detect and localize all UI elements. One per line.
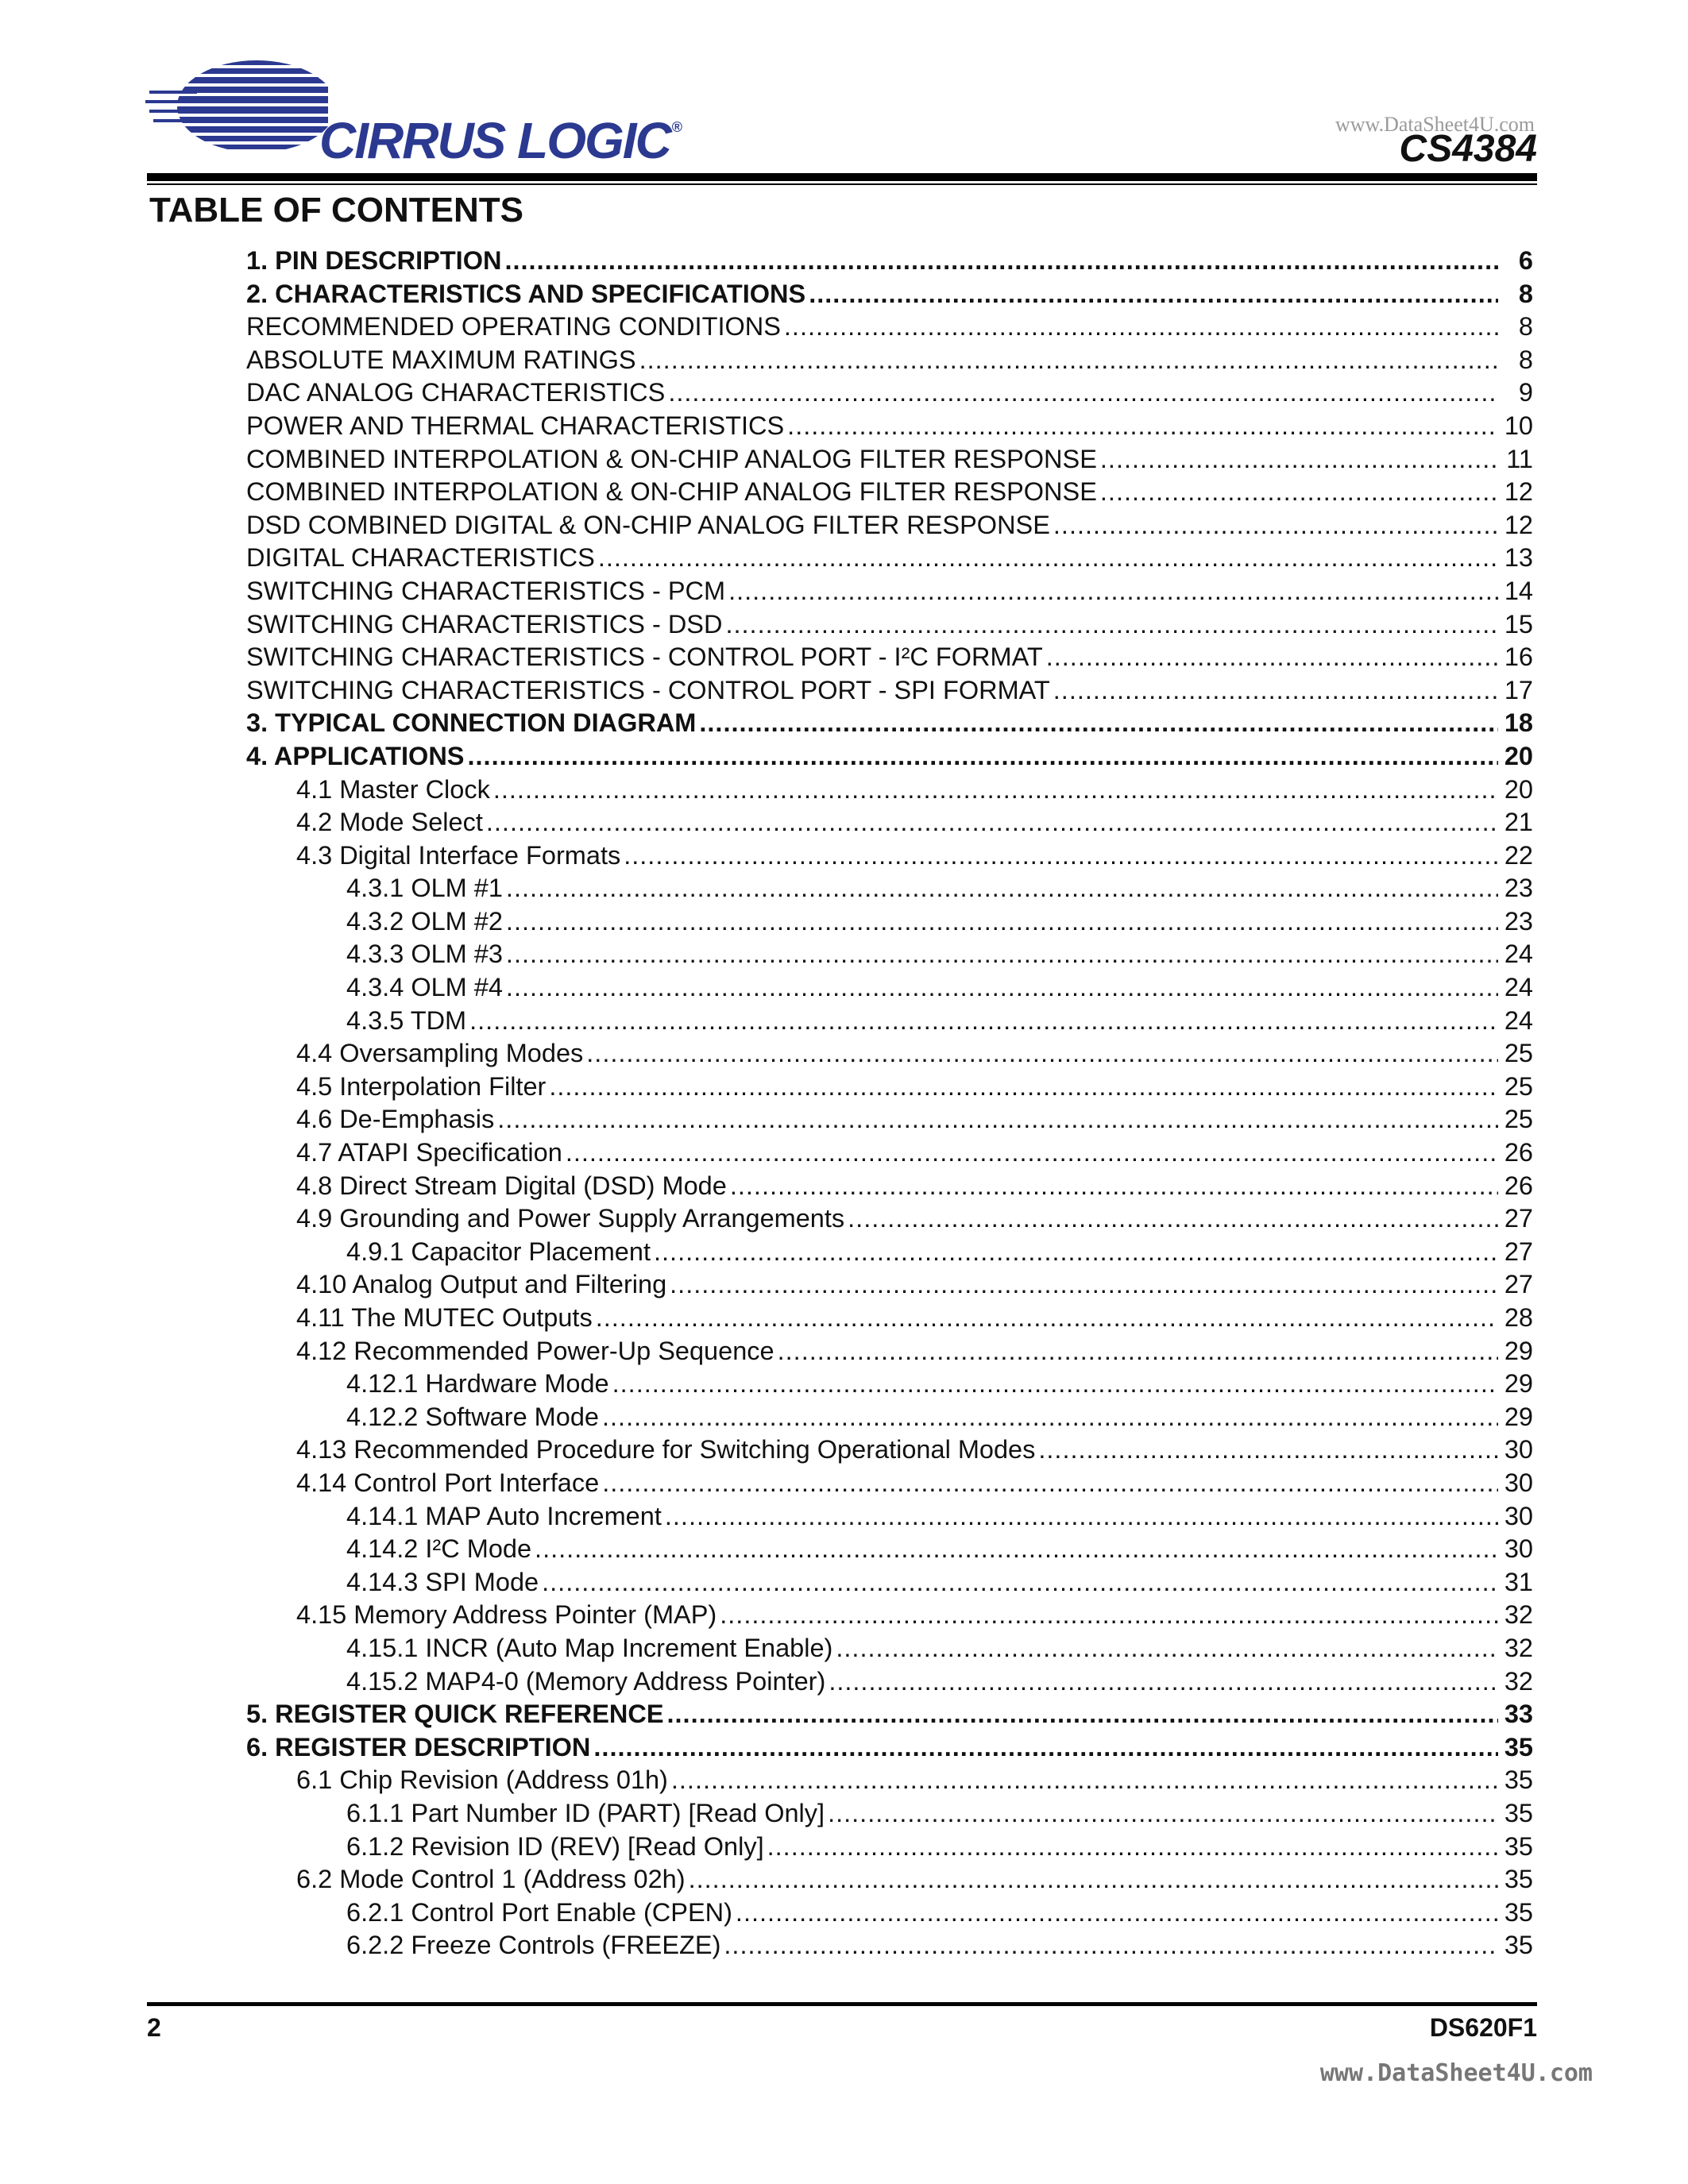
toc-entry-page: 24 [1504, 973, 1533, 1002]
toc-entry[interactable] [246, 344, 1533, 377]
toc-entry-page: 30 [1504, 1435, 1533, 1464]
toc-entry-label: 4.12.1 Hardware Mode [346, 1369, 609, 1399]
toc-leader-dots [1046, 641, 1498, 674]
toc-entry[interactable] [246, 509, 1533, 542]
toc-entry-page: 17 [1504, 675, 1533, 704]
toc-entry[interactable] [246, 674, 1533, 708]
toc-entry-page: 30 [1504, 1468, 1533, 1497]
toc-entry-page: 23 [1504, 906, 1533, 936]
toc-leader-dots [1100, 443, 1498, 477]
toc-entry-label: 3. TYPICAL CONNECTION DIAGRAM [246, 708, 697, 738]
watermark-bottom: www.DataSheet4U.com [1319, 2059, 1593, 2087]
toc-entry-page: 18 [1504, 708, 1533, 738]
toc-entry-page: 26 [1504, 1171, 1533, 1200]
toc-entry[interactable] [246, 839, 1533, 873]
toc-entry[interactable] [246, 1037, 1533, 1071]
toc-entry-page: 35 [1504, 1765, 1533, 1795]
toc-entry[interactable] [246, 608, 1533, 642]
toc-leader-dots [467, 740, 1498, 774]
part-number: CS4384 [1399, 128, 1537, 170]
toc-entry[interactable] [246, 1302, 1533, 1335]
toc-leader-dots [836, 1632, 1498, 1665]
toc-leader-dots [828, 1797, 1498, 1831]
logo-text: CIRRUS LOGIC ® [319, 112, 682, 169]
toc-entry[interactable] [246, 806, 1533, 839]
toc-entry-label: 4.14.2 I²C Mode [346, 1534, 532, 1564]
toc-leader-dots [506, 905, 1498, 939]
toc-leader-dots [787, 410, 1498, 443]
toc-entry-label: 4.3.3 OLM #3 [346, 940, 503, 969]
toc-entry-label: 4.14.1 MAP Auto Increment [346, 1501, 662, 1530]
toc-entry[interactable] [246, 1467, 1533, 1500]
toc-entry[interactable] [246, 1500, 1533, 1534]
toc-entry-page: 8 [1518, 312, 1533, 341]
toc-leader-dots [720, 1599, 1498, 1632]
toc-entry[interactable] [246, 1071, 1533, 1104]
toc-leader-dots [667, 1698, 1499, 1731]
toc-leader-dots [725, 608, 1498, 642]
toc-entry-page: 29 [1504, 1336, 1533, 1365]
toc-entry[interactable] [246, 1698, 1533, 1731]
toc-entry[interactable] [246, 1136, 1533, 1170]
toc-leader-dots [504, 245, 1498, 278]
toc-entry[interactable] [246, 1599, 1533, 1632]
toc-entry-page: 32 [1504, 1633, 1533, 1662]
toc-entry-label: 4.7 ATAPI Specification [296, 1138, 562, 1167]
toc-leader-dots [699, 707, 1498, 740]
toc-entry-label: 4.1 Master Clock [296, 774, 490, 804]
toc-leader-dots [506, 872, 1498, 905]
toc-entry-label: ABSOLUTE MAXIMUM RATINGS [246, 345, 636, 374]
toc-entry[interactable] [246, 278, 1533, 311]
toc-leader-dots [486, 806, 1498, 839]
toc-entry[interactable] [246, 245, 1533, 278]
toc-leader-dots [566, 1136, 1498, 1170]
toc-leader-dots [469, 1005, 1498, 1038]
toc-entry-label: 6.1.2 Revision ID (REV) [Read Only] [346, 1831, 764, 1861]
toc-entry[interactable] [246, 1665, 1533, 1699]
toc-entry-page: 12 [1504, 510, 1533, 539]
toc-entry-page: 35 [1504, 1831, 1533, 1861]
toc-entry-page: 24 [1504, 1005, 1533, 1035]
page-number: 2 [147, 2013, 161, 2042]
toc-entry[interactable] [246, 1929, 1533, 1962]
toc-leader-dots [670, 1268, 1498, 1302]
toc-entry[interactable] [246, 971, 1533, 1005]
toc-entry-page: 9 [1518, 378, 1533, 407]
toc-entry-label: 4.3.1 OLM #1 [346, 874, 503, 903]
toc-entry-label: SWITCHING CHARACTERISTICS - CONTROL PORT - SPI FORMAT [246, 675, 1050, 704]
toc-leader-dots [602, 1467, 1498, 1500]
cirrus-logic-logo [145, 59, 682, 170]
toc-leader-dots [730, 1170, 1498, 1203]
toc-leader-dots [829, 1665, 1498, 1699]
toc-entry[interactable] [246, 1566, 1533, 1599]
toc-entry[interactable] [246, 410, 1533, 443]
toc-entry[interactable] [246, 1103, 1533, 1136]
toc-entry-page: 26 [1504, 1138, 1533, 1167]
toc-entry[interactable] [246, 1533, 1533, 1566]
toc-leader-dots [549, 1071, 1498, 1104]
toc-entry-label: 6.2 Mode Control 1 (Address 02h) [296, 1865, 686, 1894]
toc-leader-dots [593, 1731, 1498, 1765]
toc-entry-label: 4.8 Direct Stream Digital (DSD) Mode [296, 1171, 727, 1200]
toc-entry[interactable] [246, 1335, 1533, 1368]
toc-leader-dots [598, 542, 1498, 575]
toc-entry-label: 6.1.1 Part Number ID (PART) [Read Only] [346, 1798, 825, 1827]
toc-entry-page: 8 [1518, 279, 1533, 308]
toc-leader-dots [1053, 509, 1498, 542]
toc-leader-dots [736, 1897, 1498, 1930]
toc-entry-label: DIGITAL CHARACTERISTICS [246, 543, 595, 573]
toc-entry[interactable] [246, 1202, 1533, 1236]
toc-entry[interactable] [246, 1401, 1533, 1434]
toc-entry-page: 25 [1504, 1105, 1533, 1134]
toc-entry-page: 28 [1504, 1303, 1533, 1332]
toc-entry-page: 25 [1504, 1071, 1533, 1101]
toc-entry-page: 8 [1518, 345, 1533, 374]
toc-entry-page: 12 [1504, 477, 1533, 507]
toc-entry-page: 13 [1504, 543, 1533, 573]
toc-entry-label: SWITCHING CHARACTERISTICS - PCM [246, 576, 726, 605]
toc-entry-label: 4.10 Analog Output and Filtering [296, 1270, 667, 1299]
toc-entry-label: 6.2.2 Freeze Controls (FREEZE) [346, 1931, 721, 1960]
toc-entry-label: 5. REGISTER QUICK REFERENCE [246, 1700, 664, 1729]
toc-leader-dots [848, 1202, 1498, 1236]
toc-entry[interactable] [246, 443, 1533, 477]
toc-leader-dots [506, 938, 1498, 971]
toc-entry-label: 1. PIN DESCRIPTION [246, 246, 502, 275]
toc-leader-dots [497, 1103, 1498, 1136]
toc-entry-page: 30 [1504, 1501, 1533, 1530]
toc-entry-label: 4.3.4 OLM #4 [346, 973, 503, 1002]
toc-entry-label: 4.13 Recommended Procedure for Switching Operational Modes [296, 1435, 1036, 1464]
toc-entry[interactable] [246, 1368, 1533, 1401]
toc-entry-label: 4.15.2 MAP4-0 (Memory Address Pointer) [346, 1666, 826, 1696]
toc-entry[interactable] [246, 1632, 1533, 1665]
toc-leader-dots [689, 1863, 1498, 1897]
toc-entry-page: 23 [1504, 874, 1533, 903]
toc-entry-label: 6.2.1 Control Port Enable (CPEN) [346, 1897, 732, 1927]
toc-entry-label: 4.5 Interpolation Filter [296, 1071, 547, 1101]
toc-entry-label: 4.6 De-Emphasis [296, 1105, 495, 1134]
toc-entry[interactable] [246, 774, 1533, 807]
toc-entry-label: 4. APPLICATIONS [246, 741, 465, 770]
toc-entry[interactable] [246, 872, 1533, 905]
toc-entry-page: 27 [1504, 1270, 1533, 1299]
toc-entry-label: 4.15 Memory Address Pointer (MAP) [296, 1600, 717, 1630]
toc-leader-dots [612, 1368, 1498, 1401]
toc-entry[interactable] [246, 641, 1533, 674]
toc-entry[interactable] [246, 1433, 1533, 1467]
toc-leader-dots [1053, 674, 1498, 708]
toc-entry-page: 29 [1504, 1402, 1533, 1431]
toc-entry-page: 35 [1504, 1732, 1533, 1761]
toc-leader-dots [602, 1401, 1498, 1434]
toc-entry-page: 20 [1504, 741, 1533, 770]
toc-entry-page: 32 [1504, 1600, 1533, 1630]
toc-entry-page: 35 [1504, 1798, 1533, 1827]
toc-entry-page: 25 [1504, 1039, 1533, 1068]
toc-entry-page: 27 [1504, 1204, 1533, 1233]
toc-entry[interactable] [246, 1797, 1533, 1831]
toc-entry-label: 4.3 Digital Interface Formats [296, 840, 621, 870]
toc-leader-dots [493, 774, 1498, 807]
toc-entry[interactable] [246, 1170, 1533, 1203]
toc-entry[interactable] [246, 707, 1533, 740]
toc-entry-page: 33 [1504, 1700, 1533, 1729]
toc-leader-dots [542, 1566, 1498, 1599]
toc-entry-label: 4.9 Grounding and Power Supply Arrangements [296, 1204, 845, 1233]
toc-entry-page: 22 [1504, 840, 1533, 870]
toc-title: TABLE OF CONTENTS [149, 191, 523, 230]
toc-entry[interactable] [246, 905, 1533, 939]
toc-entry-page: 20 [1504, 774, 1533, 804]
toc-leader-dots [778, 1335, 1498, 1368]
toc-entry-label: 4.12 Recommended Power-Up Sequence [296, 1336, 774, 1365]
toc-leader-dots [1038, 1433, 1498, 1467]
toc-entry-label: COMBINED INTERPOLATION & ON-CHIP ANALOG FILTER RESPONSE [246, 477, 1097, 507]
toc-leader-dots [535, 1533, 1498, 1566]
toc-leader-dots [654, 1236, 1498, 1269]
toc-entry-page: 24 [1504, 940, 1533, 969]
toc-entry-label: 4.4 Oversampling Modes [296, 1039, 584, 1068]
toc-entry-page: 27 [1504, 1237, 1533, 1266]
toc-leader-dots [724, 1929, 1498, 1962]
toc-leader-dots [586, 1037, 1498, 1071]
toc-entry[interactable] [246, 376, 1533, 410]
toc-entry-label: 4.12.2 Software Mode [346, 1402, 599, 1431]
toc-entry-label: SWITCHING CHARACTERISTICS - DSD [246, 609, 723, 639]
table-of-contents [246, 245, 1533, 1962]
toc-entry-page: 35 [1504, 1931, 1533, 1960]
toc-entry[interactable] [246, 1268, 1533, 1302]
toc-entry[interactable] [246, 1731, 1533, 1765]
toc-leader-dots [784, 311, 1498, 344]
toc-entry[interactable] [246, 542, 1533, 575]
toc-entry-label: RECOMMENDED OPERATING CONDITIONS [246, 312, 781, 341]
toc-entry-label: 4.9.1 Capacitor Placement [346, 1237, 651, 1266]
toc-entry-label: 2. CHARACTERISTICS AND SPECIFICATIONS [246, 279, 806, 308]
toc-leader-dots [671, 1764, 1498, 1797]
toc-entry-page: 10 [1504, 411, 1533, 440]
toc-entry-page: 11 [1506, 444, 1533, 473]
toc-entry-label: 4.15.1 INCR (Auto Map Increment Enable) [346, 1633, 833, 1662]
toc-entry[interactable] [246, 1005, 1533, 1038]
toc-leader-dots [596, 1302, 1498, 1335]
toc-entry[interactable] [246, 1863, 1533, 1897]
toc-entry[interactable] [246, 1236, 1533, 1269]
toc-entry-label: 6.1 Chip Revision (Address 01h) [296, 1765, 668, 1795]
toc-entry[interactable] [246, 1831, 1533, 1864]
toc-entry-page: 15 [1504, 609, 1533, 639]
toc-entry-label: 6. REGISTER DESCRIPTION [246, 1732, 591, 1761]
header-rule [147, 173, 1537, 181]
watermark-top: www.DataSheet4U.com [1335, 113, 1535, 136]
toc-entry-label: DSD COMBINED DIGITAL & ON-CHIP ANALOG FILTER RESPONSE [246, 510, 1050, 539]
header-rule-thin [147, 183, 1537, 185]
toc-entry[interactable] [246, 575, 1533, 608]
toc-entry-label: DAC ANALOG CHARACTERISTICS [246, 378, 666, 407]
toc-entry-label: 4.14.3 SPI Mode [346, 1567, 539, 1596]
toc-entry[interactable] [246, 311, 1533, 344]
toc-entry-page: 16 [1504, 642, 1533, 672]
toc-leader-dots [767, 1831, 1498, 1864]
toc-entry-page: 35 [1504, 1865, 1533, 1894]
toc-leader-dots [809, 278, 1498, 311]
toc-entry-page: 32 [1504, 1666, 1533, 1696]
toc-entry-page: 30 [1504, 1534, 1533, 1564]
toc-entry-page: 6 [1518, 246, 1533, 275]
toc-leader-dots [728, 575, 1498, 608]
toc-entry-label: POWER AND THERMAL CHARACTERISTICS [246, 411, 785, 440]
toc-leader-dots [639, 344, 1498, 377]
toc-leader-dots [668, 376, 1498, 410]
toc-entry[interactable] [246, 938, 1533, 971]
document-id: DS620F1 [1429, 2013, 1537, 2042]
toc-entry[interactable] [246, 740, 1533, 774]
toc-leader-dots [665, 1500, 1498, 1534]
footer-rule [147, 2002, 1537, 2006]
toc-leader-dots [624, 839, 1498, 873]
toc-entry-page: 31 [1504, 1567, 1533, 1596]
toc-entry-label: 4.3.5 TDM [346, 1005, 467, 1035]
toc-entry-page: 35 [1504, 1897, 1533, 1927]
toc-entry-label: COMBINED INTERPOLATION & ON-CHIP ANALOG FILTER RESPONSE [246, 444, 1097, 473]
toc-entry[interactable] [246, 1897, 1533, 1930]
toc-entry-page: 14 [1504, 576, 1533, 605]
toc-entry-page: 29 [1504, 1369, 1533, 1399]
toc-entry[interactable] [246, 1764, 1533, 1797]
toc-entry-label: 4.11 The MUTEC Outputs [296, 1303, 593, 1332]
cirrus-logo-mark-icon [145, 59, 328, 154]
toc-leader-dots [1100, 476, 1498, 509]
toc-entry-label: 4.3.2 OLM #2 [346, 906, 503, 936]
toc-leader-dots [506, 971, 1498, 1005]
toc-entry-label: 4.14 Control Port Interface [296, 1468, 600, 1497]
toc-entry[interactable] [246, 476, 1533, 509]
toc-entry-page: 21 [1504, 808, 1533, 837]
toc-entry-label: 4.2 Mode Select [296, 808, 483, 837]
toc-entry-label: SWITCHING CHARACTERISTICS - CONTROL PORT - I²C FORMAT [246, 642, 1043, 672]
